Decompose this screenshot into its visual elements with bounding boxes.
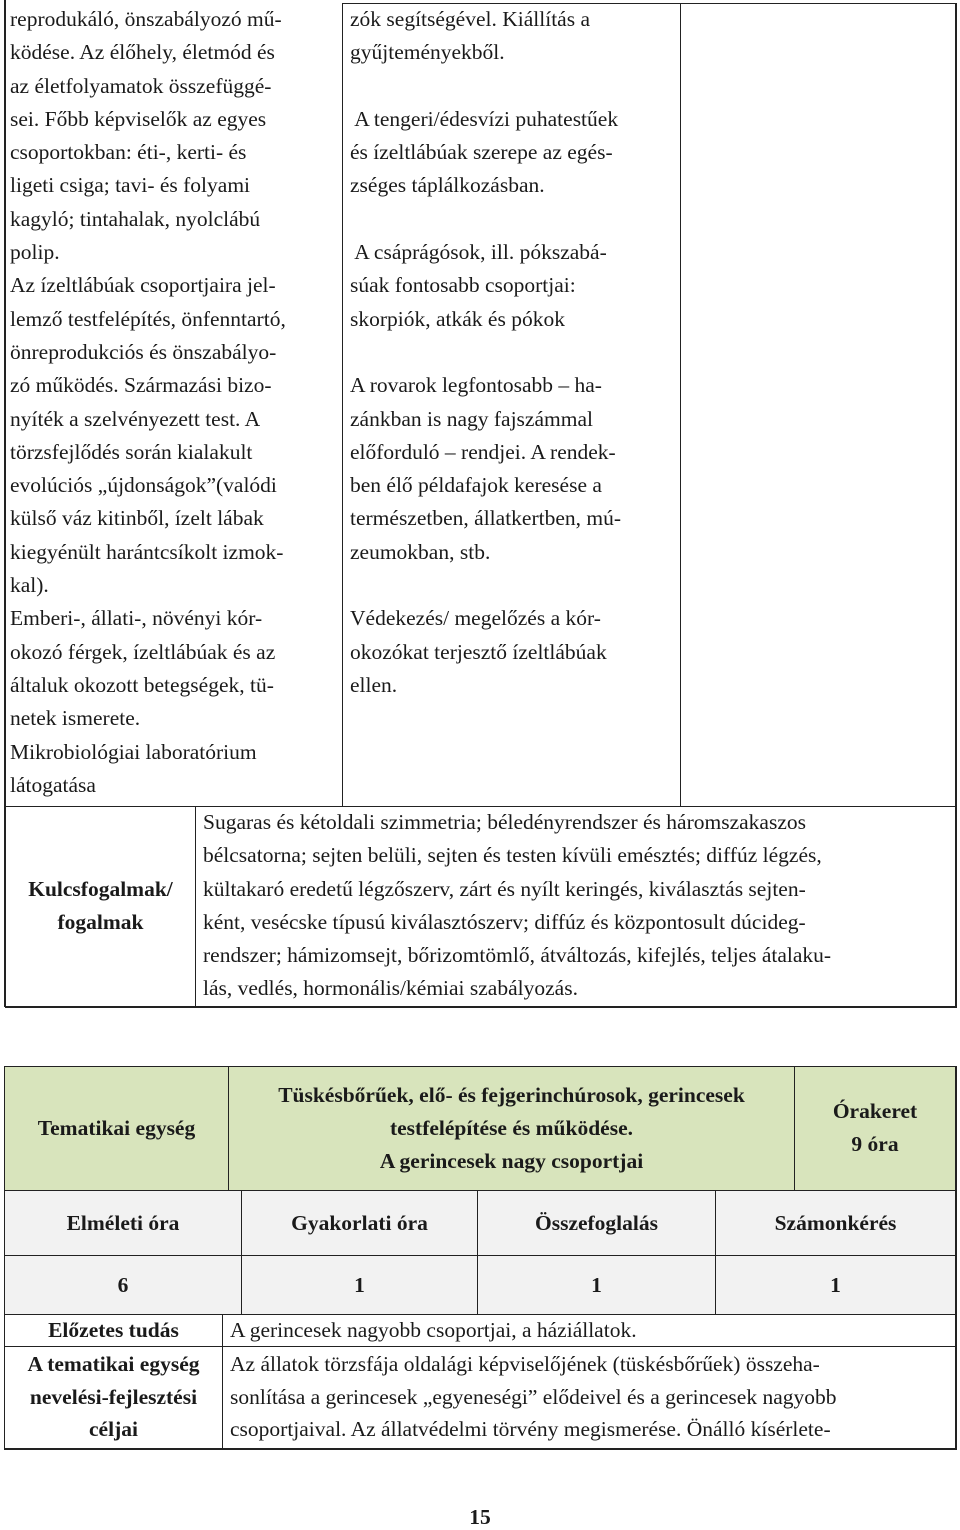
key-concepts-text: Sugaras és kétoldali szimmetria; béledényrendszer és háromszakaszos bélcsatorna; sejten belüli, sejten és testen kívüli emésztés; diffúz légzés, kültakaró eredetű légzőszerv, zárt és nyílt keringés, kiválasztás sejten- ként, vesécske típusú kiválasztószerv; diffúz és központosult dúcideg- rendszer; hámizomsejt, bőrizomtömlő, átváltozás, kifejlés, teljes átalaku- lás, vedlés, hormonális/kémiai szabályozás. [203,810,832,1001]
table-border [4,0,6,1007]
table-border [4,1066,5,1450]
key-concepts-label: Kulcsfogalmak/ fogalmak [28,877,173,934]
table-border [241,1190,242,1314]
content-cell-left: reprodukáló, önszabályozó mű- ködése. Az élőhely, életmód és az életfolyamatok összefüggé- sei. Főbb képviselők az egyes csoportokban: éti-, kerti- és ligeti csiga; tavi- és folyami kagyló; tintahalak, nyolclábú polip. Az ízeltlábúak csoportjaira jel- lemző testfelépítés, önfenntartó, önreprodukciós és önszabályo- zó működés. Származási bizo- nyíték a szelvényezett test. A törzsfejlődés során kialakult evolúciós „újdonságok”(valódi külső váz kitinből, ízelt lábak kiegyénült harántcsíkolt izmok- kal). Emberi-, állati-, növényi kór- okozó férgek, ízeltlábúak és az általuk okozott betegségek, tü- netek ismerete. Mikrobiológiai laboratórium látogatása [10,7,286,797]
hours-header-practice: Gyakorlati óra [242,1191,477,1255]
theme-label: Tematikai egység [5,1066,228,1190]
hours-value-summary: 1 [478,1256,715,1314]
table-border [4,1346,957,1347]
time-frame: Órakeret 9 óra [795,1066,955,1190]
hours-value-theory: 6 [5,1256,241,1314]
table-border [4,1190,957,1191]
hours-header-assessment: Számonkérés [716,1191,955,1255]
prior-knowledge-text: A gerincesek nagyobb csoportjai, a háziállatok. [230,1317,637,1342]
hours-value-practice: 1 [242,1256,477,1314]
table-border [680,3,681,806]
table-border [955,3,957,1007]
content-cell-middle: zók segítségével. Kiállítás a gyűjteményekből. A tengeri/édesvízi puhatestűek és ízeltlábúak szerepe az egés- zséges táplálkozásban. A csáprágósok, ill. pókszabá- súak fontosabb csoportjai: skorpiók, atkák és pókok A rovarok legfontosabb – ha- zánkban is nagy fajszámmal előforduló – rendjei. A rendek- ben élő példafajok keresése a természetben, állatkertben, mú- zeumokban, stb. Védekezés/ megelőzés a kór- okozókat terjesztő ízeltlábúak ellen. [350,7,622,697]
table-border [4,1255,957,1256]
hours-value-assessment: 1 [716,1256,955,1314]
goals-text: Az állatok törzsfája oldalági képviselőjének (tüskésbőrűek) összeha- sonlítása a gerincesek „egyeneségi” elődeivel és a gerincesek nagyobb csoportjaival. Az állatvédelmi törvény megismerése. Önálló kísérlete- [230,1352,837,1441]
table-border [4,1448,957,1450]
hours-header-summary: Összefoglalás [478,1191,715,1255]
table-border [477,1190,478,1314]
content-cell-right [682,5,954,805]
table-border [715,1190,716,1314]
table-border [794,1066,795,1190]
theme-title: Tüskésbőrűek, elő- és fejgerinchúrosok, gerincesek testfelépítése és működése. A gerincesek nagy csoportjai [229,1066,794,1190]
table-border [4,1066,957,1067]
table-border [195,806,196,1007]
unit-table [0,1066,960,1450]
table-border [4,1314,957,1315]
prior-knowledge-label: Előzetes tudás [48,1317,179,1342]
table-border [228,1066,229,1190]
goals-label: A tematikai egység nevelési-fejlesztési céljai [27,1352,200,1441]
table-border [5,1006,957,1008]
table-border [955,1066,957,1450]
page-number: 15 [469,1505,491,1529]
table-border [342,3,343,806]
table-border [222,1314,223,1450]
hours-header-theory: Elméleti óra [5,1191,241,1255]
